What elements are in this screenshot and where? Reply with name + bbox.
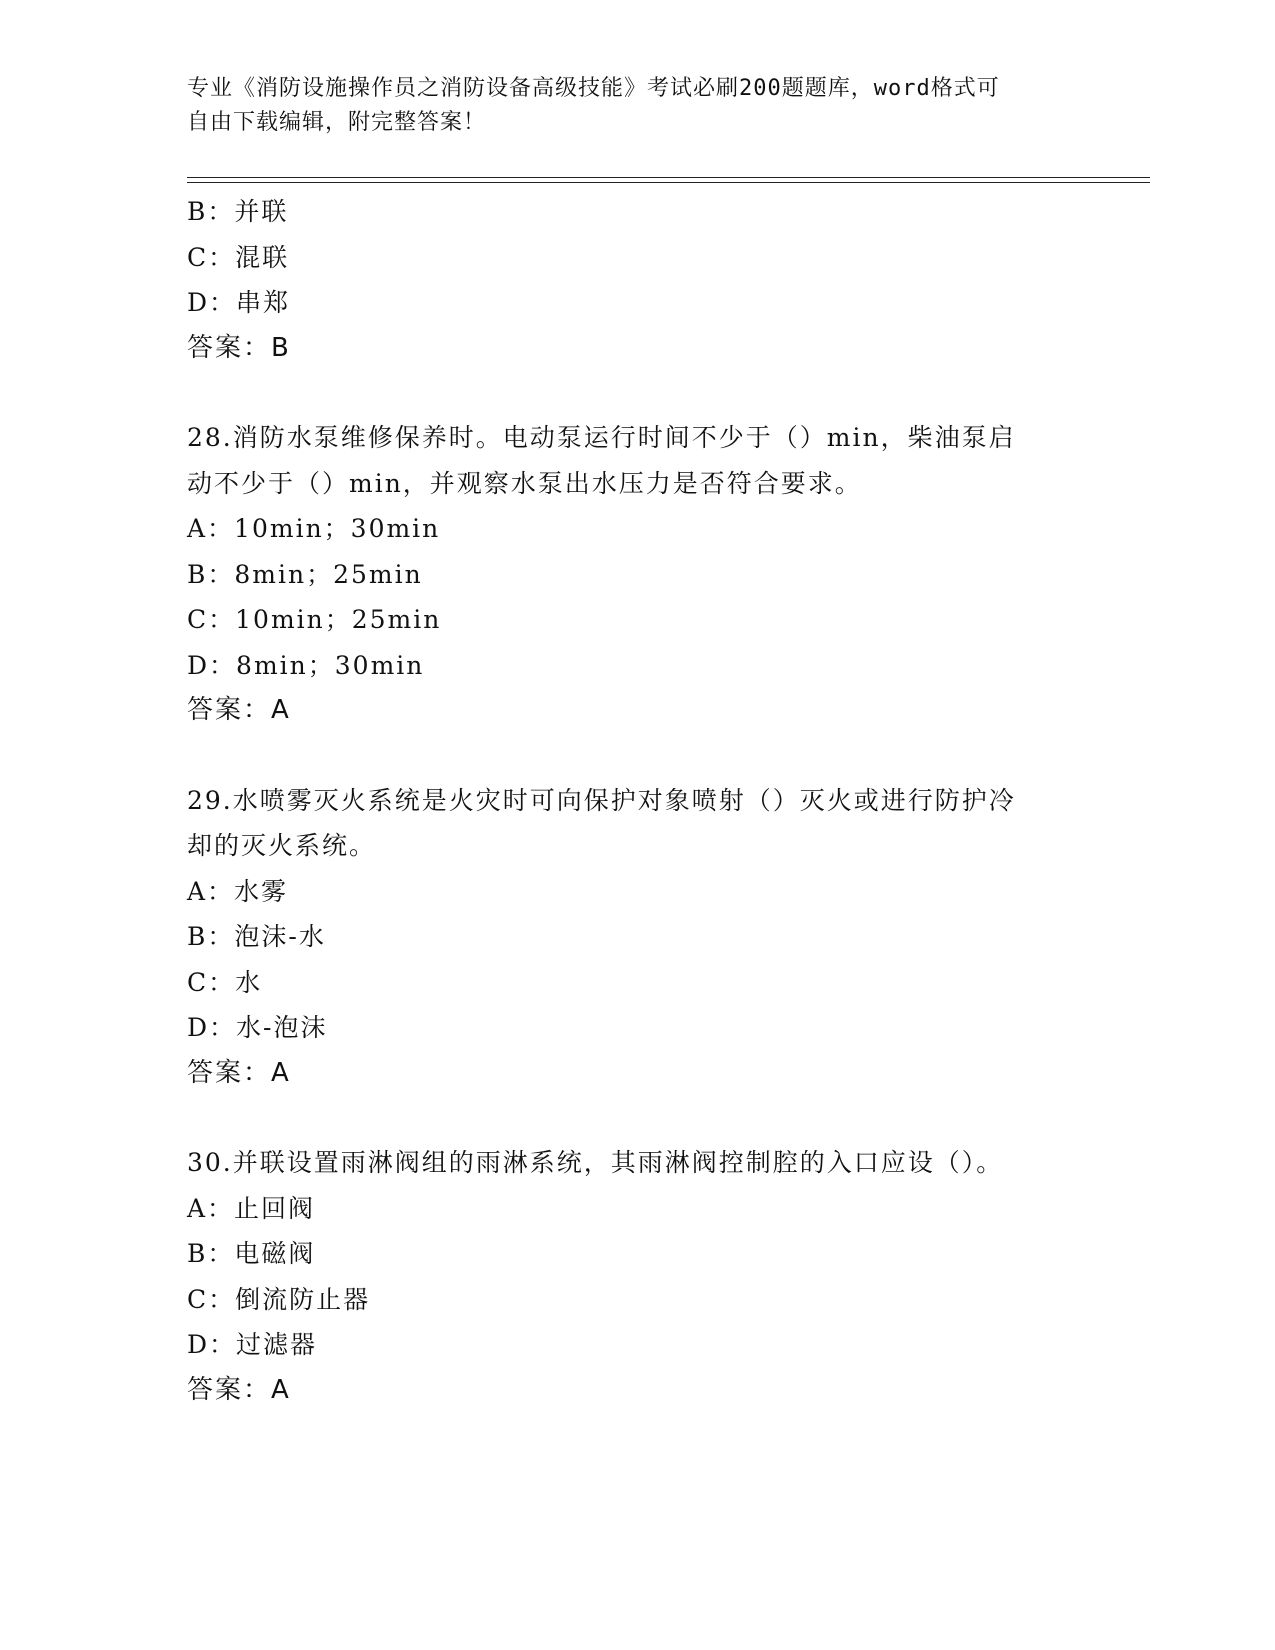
- question-stem-line: 却的灭火系统。: [187, 831, 377, 860]
- answer: 答案：A: [187, 1374, 291, 1405]
- question-stem-line: 30.并联设置雨淋阀组的雨淋系统，其雨淋阀控制腔的入口应设（）。: [187, 1148, 1004, 1177]
- answer: 答案：A: [187, 1057, 291, 1088]
- header-rule-top: [187, 177, 1150, 178]
- option-d: D：水-泡沫: [187, 1013, 328, 1042]
- option-b: B：8min；25min: [187, 559, 423, 589]
- option-b: B：泡沫-水: [187, 922, 326, 951]
- option-c: C：水: [187, 967, 263, 997]
- answer: 答案：A: [187, 695, 291, 725]
- document-header: [187, 72, 1067, 140]
- option-c: C：倒流防止器: [187, 1284, 371, 1314]
- option-d: D：串郑: [187, 288, 291, 317]
- option-a: A：10min；30min: [187, 514, 441, 543]
- question-27: [187, 189, 1087, 371]
- option-a: A：止回阀: [187, 1193, 316, 1223]
- header-rule-bottom: [187, 182, 1150, 183]
- header-line-2: 自由下载编辑，附完整答案！: [187, 110, 487, 135]
- question-list: [187, 189, 1087, 1413]
- option-c: C：混联: [187, 242, 290, 272]
- question-stem-line: 29.水喷雾灭火系统是火灾时可向保护对象喷射（）灭火或进行防护冷: [187, 785, 1016, 815]
- option-d: D：过滤器: [187, 1330, 318, 1359]
- answer: 答案：B: [187, 332, 291, 363]
- option-d: D：8min；30min: [187, 650, 425, 680]
- question-stem-line: 动不少于（）min，并观察水泵出水压力是否符合要求。: [187, 468, 862, 498]
- question-stem-line: 28.消防水泵维修保养时。电动泵运行时间不少于（）min，柴油泵启: [187, 423, 1016, 452]
- option-c: C：10min；25min: [187, 605, 442, 634]
- question-30: [187, 1140, 1087, 1413]
- option-b: B：并联: [187, 197, 289, 226]
- option-a: A：水雾: [187, 876, 289, 906]
- header-line-1: 专业《消防设施操作员之消防设备高级技能》考试必刷200题题库，word格式可: [187, 76, 1000, 101]
- question-28: [187, 415, 1087, 734]
- option-b: B：电磁阀: [187, 1239, 316, 1268]
- question-29: [187, 778, 1087, 1097]
